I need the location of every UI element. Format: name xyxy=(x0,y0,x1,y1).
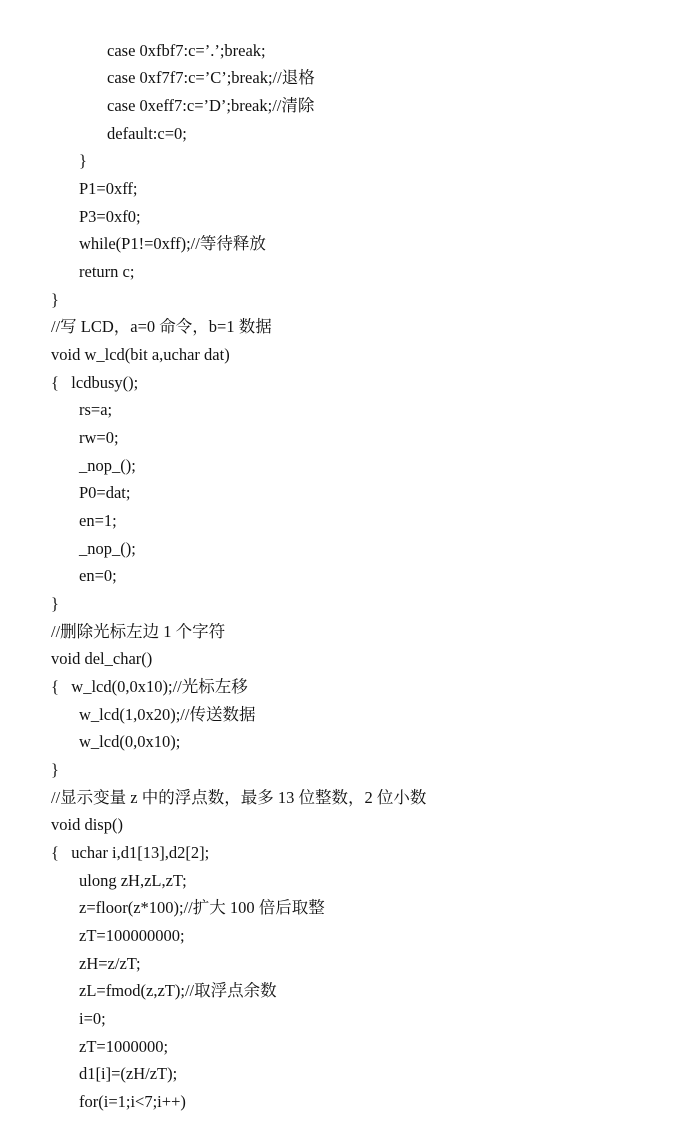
code-line: w_lcd(1,0x20);//传送数据 xyxy=(79,705,256,724)
code-line: _nop_(); xyxy=(79,539,136,558)
code-line: return c; xyxy=(79,262,135,281)
code-line: d1[i]=(zH/zT); xyxy=(79,1064,178,1083)
code-line: { uchar i,d1[13],d2[2]; xyxy=(51,843,210,862)
code-line: } xyxy=(79,151,87,170)
code-line: } xyxy=(51,760,59,779)
code-line: default:c=0; xyxy=(107,124,187,143)
code-line: zT=1000000; xyxy=(79,1037,169,1056)
code-line: w_lcd(0,0x10); xyxy=(79,732,181,751)
code-line: z=floor(z*100);//扩大 100 倍后取整 xyxy=(79,898,325,917)
code-line: void w_lcd(bit a,uchar dat) xyxy=(51,345,230,364)
code-line: { w_lcd(0,0x10);//光标左移 xyxy=(51,677,248,696)
code-line: void del_char() xyxy=(51,649,153,668)
code-line: ulong zH,zL,zT; xyxy=(79,871,187,890)
code-line: case 0xeff7:c=’D’;break;//清除 xyxy=(107,96,315,115)
code-line: { lcdbusy(); xyxy=(51,373,139,392)
code-line: rs=a; xyxy=(79,400,113,419)
code-line: en=0; xyxy=(79,566,117,585)
code-line: while(P1!=0xff);//等待释放 xyxy=(79,234,266,253)
code-comment: //显示变量 z 中的浮点数，最多 13 位整数，2 位小数 xyxy=(51,788,427,807)
code-line: zT=100000000; xyxy=(79,926,185,945)
code-line: case 0xf7f7:c=’C’;break;//退格 xyxy=(107,68,315,87)
code-line: i=0; xyxy=(79,1009,106,1028)
code-line: P3=0xf0; xyxy=(79,207,141,226)
code-line: en=1; xyxy=(79,511,117,530)
code-line: P1=0xff; xyxy=(79,179,138,198)
code-line: } xyxy=(51,290,59,309)
code-line: for(i=1;i<7;i++) xyxy=(79,1092,186,1111)
code-line: P0=dat; xyxy=(79,483,131,502)
code-line: } xyxy=(51,594,59,613)
code-line: zH=z/zT; xyxy=(79,954,141,973)
code-comment: //写 LCD，a=0 命令，b=1 数据 xyxy=(51,317,272,336)
code-line: rw=0; xyxy=(79,428,119,447)
code-line: _nop_(); xyxy=(79,456,136,475)
code-line: case 0xfbf7:c=’.’;break; xyxy=(107,41,266,60)
code-line: void disp() xyxy=(51,815,123,834)
code-line: zL=fmod(z,zT);//取浮点余数 xyxy=(79,981,277,1000)
code-comment: //删除光标左边 1 个字符 xyxy=(51,622,226,641)
